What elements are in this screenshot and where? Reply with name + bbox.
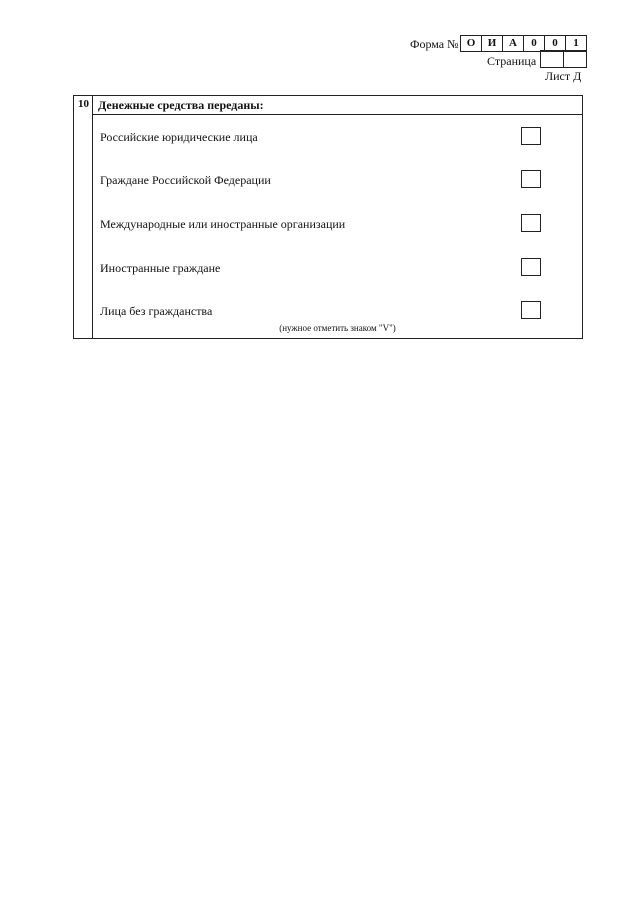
form-header xyxy=(0,0,640,90)
checkbox-international-organizations[interactable] xyxy=(521,214,541,232)
section-number: 10 xyxy=(78,98,89,110)
option-label-stateless-persons: Лица без гражданства xyxy=(100,304,213,318)
option-label-foreign-citizens: Иностранные граждане xyxy=(100,261,221,275)
option-label-russian-legal-entities: Российские юридические лица xyxy=(100,130,258,144)
option-label-international-organizations: Международные или иностранные организации xyxy=(100,217,346,231)
page-number-field[interactable] xyxy=(540,50,587,68)
section-title-row xyxy=(93,96,582,115)
section-title: Денежные средства переданы: xyxy=(98,98,264,112)
checkbox-russian-citizens[interactable] xyxy=(521,170,541,188)
checkbox-stateless-persons[interactable] xyxy=(521,301,541,319)
sheet-label: Лист Д xyxy=(545,69,582,83)
page-label: Страница xyxy=(487,54,537,68)
option-label-russian-citizens: Граждане Российской Федерации xyxy=(100,173,271,187)
page-number-cell[interactable] xyxy=(564,51,586,67)
page-number-cell[interactable] xyxy=(541,51,564,67)
checkbox-foreign-citizens[interactable] xyxy=(521,258,541,276)
section-number-column xyxy=(74,96,93,338)
form-code-cell: А xyxy=(503,36,524,51)
form-number-label: Форма № xyxy=(410,37,459,51)
checkbox-russian-legal-entities[interactable] xyxy=(521,127,541,145)
form-code-cell: 1 xyxy=(573,37,579,49)
form-code-cell: 0 xyxy=(524,36,545,51)
section-funds-transferred xyxy=(73,95,583,339)
form-code-cell: О xyxy=(461,36,482,51)
form-code-cell: И xyxy=(482,36,503,51)
form-code-cell: 0 xyxy=(545,36,566,51)
instruction-note: (нужное отметить знаком "V") xyxy=(279,323,396,333)
